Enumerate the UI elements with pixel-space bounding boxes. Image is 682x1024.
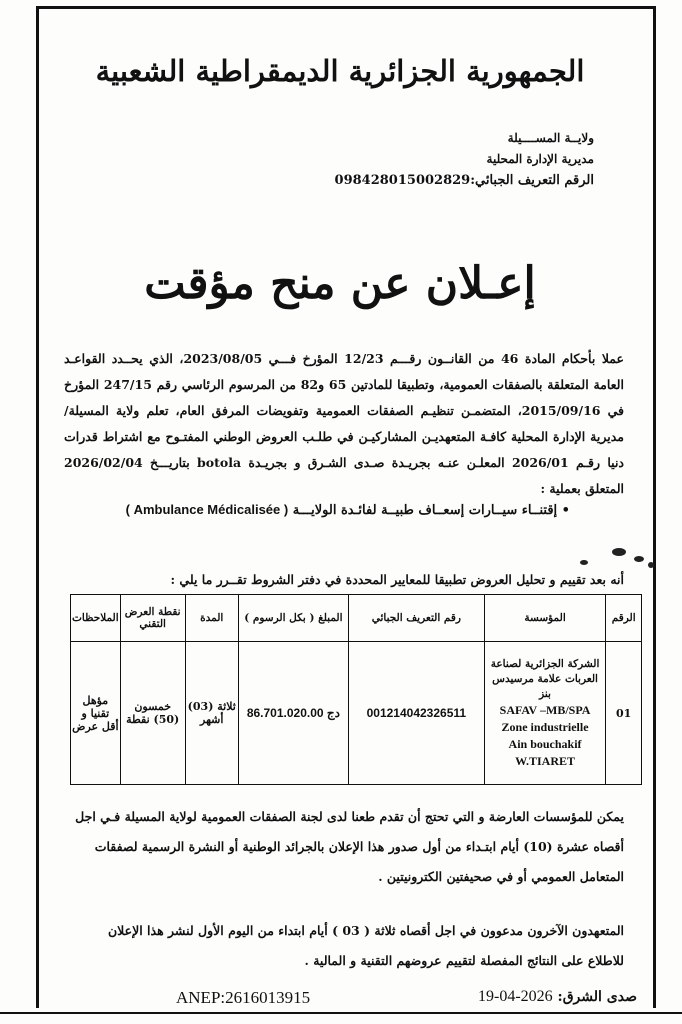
intro-paragraph: عملا بأحكام المادة 46 من القانــون رقـــم 12/23 المؤرخ فـــي 2023/08/05، الذي يحــدد القواعـد العامة المتعلقة بالصفقات العمومية، وتطبيقا للمادتين 65 و82 من المرسوم الرئاسي رقم 247/15 المؤرخ في 2015/09/16، المتضمـن تنظيـم الصفقات العمومية وتفويضات المرفق العام، تعلم ولاية المسيلة/مديرية الإدارة المحلية كافـة المتعهديـن المشاركيـن في طلـب العروض الوطني المفتـوح مع اشتراط قدرات دنيا رقـم 2026/01 المعلـن عنـه بجريـدة صـدى الشـرق و بجريـدة botola بتاريـــخ 2026/02/04 المتعلق بعملية :	[64, 351, 625, 496]
operation-title: إقتنــاء سيــارات إسعــاف طبيــة لفائـدة الولايـــة	[292, 503, 558, 518]
fiscal-id-line	[294, 170, 594, 191]
institution-address-3: W.TIARET	[515, 753, 575, 768]
cell-remarks: مؤهل تقنيا و أقل عرض	[71, 642, 121, 785]
cell-tech-score: خمسون (50) نقطة	[120, 642, 185, 785]
operation-title-fr: ( Ambulance Médicalisée )	[125, 502, 289, 517]
cell-num: 01	[606, 642, 642, 785]
header-fiscal-id: رقم التعريف الجبائي	[348, 595, 484, 642]
header-amount: المبلغ ( بكل الرسوم )	[238, 595, 348, 642]
header-institution: المؤسسة	[484, 595, 606, 642]
header-num: الرقم	[606, 595, 642, 642]
table-row	[71, 642, 642, 785]
announcement-title: إعـلان عن منح مؤقت	[144, 258, 536, 309]
scan-speck	[612, 548, 626, 556]
header-tech-score: نقطة العرض التقني	[120, 595, 185, 642]
anep-code: ANEP:2616013915	[176, 988, 311, 1007]
cell-fiscal-id: 001214042326511	[348, 642, 484, 785]
bullet-marker: •	[557, 503, 570, 518]
newspaper-label: صدى الشرق:	[557, 989, 637, 1005]
publication-date: 2026-04-19	[478, 988, 553, 1005]
footer-rule	[0, 1012, 682, 1014]
issuer-block	[294, 128, 594, 191]
results-table	[70, 594, 642, 785]
scan-speck	[580, 560, 588, 565]
wilaya-line: ولايــة المســــيلة	[507, 131, 594, 145]
header-duration: المدة	[185, 595, 238, 642]
evaluation-line: أنه بعد تقييم و تحليل العروض تطبيقا للمعايير المحددة في دفتر الشروط تقــرر ما يلي :	[170, 572, 624, 587]
cell-duration: ثلاثة (03) أشهر	[185, 642, 238, 785]
cell-institution	[484, 642, 606, 785]
fiscal-id-label: الرقم التعريف الجبائي:	[470, 173, 594, 188]
appeal-paragraph: يمكن للمؤسسات العارضة و التي تحتج أن تقدم طعنا لدى لجنة الصفقات العمومية لولاية المسيلة فـي اجل أقصاه عشرة (10) أيام ابتـداء من أول صدور هذا الإعلان بالجرائد الوطنية أو النشرة الرسمية لصفقات المتعامل العمومي أو في صحيفتين الكترونيتين .	[75, 809, 624, 884]
institution-name-ar: الشركة الجزائرية لصناعة العربات علامة مرسيدس بنز	[490, 657, 600, 700]
institution-address-2: Ain bouchakif	[508, 736, 582, 751]
newspaper-date	[478, 988, 637, 1006]
header-remarks: الملاحظات	[71, 595, 121, 642]
bidders-paragraph: المتعهدون الآخرون مدعوون في اجل أقصاه ثلاثة ( 03 ) أيام ابتداء من اليوم الأول لنشر هذا الإعلان للاطلاع على النتائج المفصلة لتقييم عروضهم التقنية و المالية .	[108, 923, 624, 968]
republic-heading: الجمهورية الجزائرية الديمقراطية الشعبية	[95, 54, 585, 88]
operation-line	[70, 502, 570, 518]
institution-address-1: Zone industrielle	[501, 719, 589, 734]
table-header-row	[71, 595, 642, 642]
cell-amount: 86.701.020.00 دج	[238, 642, 348, 785]
directorate-line: مديرية الإدارة المحلية	[486, 152, 594, 166]
scan-speck	[648, 562, 654, 568]
institution-name-fr: SAFAV –MB/SPA	[499, 702, 591, 717]
fiscal-id-value: 098428015002829	[334, 173, 471, 188]
scan-speck	[634, 556, 644, 562]
